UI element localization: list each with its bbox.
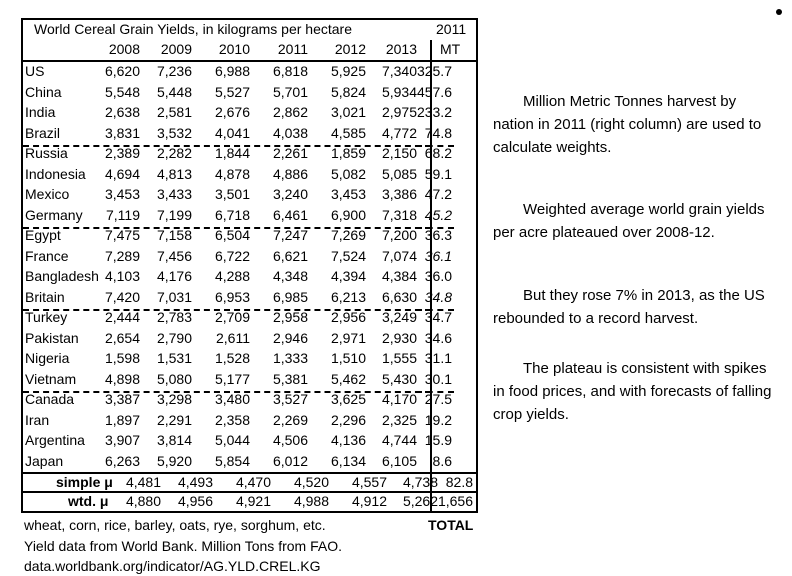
- yield-cell: 2,444: [104, 309, 140, 325]
- table-row: [21, 330, 478, 350]
- yield-cell: 1,510: [330, 350, 366, 366]
- year-header-1: 2009: [160, 41, 192, 57]
- yield-cell: 2,581: [156, 104, 192, 120]
- yield-cell: 5,430: [381, 370, 417, 387]
- mt-cell: 233.2: [416, 104, 452, 120]
- mt-cell: 30.1: [424, 370, 452, 387]
- note-grains: wheat, corn, rice, barley, oats, rye, sorghum, etc.: [24, 517, 326, 533]
- yield-cell: 6,953: [214, 288, 250, 305]
- yield-cell: 2,654: [104, 329, 140, 346]
- table-row: [21, 453, 478, 473]
- yield-cell: 3,480: [214, 391, 250, 407]
- mt-cell: 68.2: [424, 145, 452, 161]
- simple-mean-2012: 4,557: [351, 474, 387, 490]
- country-name: Iran: [25, 411, 50, 428]
- yield-cell: 6,621: [272, 247, 308, 264]
- yield-cell: 4,348: [272, 268, 308, 284]
- mt-cell: 8.6: [432, 452, 452, 469]
- paragraph-plateau: Weighted average world grain yields per acre plateaued over 2008-12.: [493, 201, 765, 241]
- yield-cell: 7,247: [272, 227, 308, 243]
- table-row: [21, 145, 478, 165]
- table-row: [21, 289, 478, 309]
- bullet-dot: [776, 9, 782, 15]
- table-row: [21, 412, 478, 432]
- mt-cell: 19.2: [424, 411, 452, 428]
- yield-cell: 3,433: [156, 186, 192, 202]
- simple-mean-2013: 4,738: [402, 474, 438, 490]
- yield-cell: 5,548: [104, 83, 140, 100]
- yield-cell: 7,318: [381, 206, 417, 223]
- yield-cell: 7,340: [381, 63, 417, 79]
- yield-cell: 6,722: [214, 247, 250, 264]
- yield-cell: 5,177: [214, 370, 250, 387]
- paragraph-food-prices: The plateau is consistent with spikes in food prices, and with forecasts of falling crop yields.: [493, 360, 772, 423]
- yield-cell: 2,389: [104, 145, 140, 161]
- header-rule: [21, 60, 478, 62]
- year-header-0: 2008: [108, 41, 140, 57]
- country-name: Germany: [25, 206, 83, 223]
- year-header-3: 2011: [277, 41, 308, 57]
- country-name: US: [25, 63, 45, 79]
- table-row: [21, 84, 478, 104]
- country-name: Egypt: [25, 227, 61, 243]
- table-row: [21, 186, 478, 206]
- yield-cell: 2,862: [272, 104, 308, 120]
- yield-cell: 1,528: [214, 350, 250, 366]
- country-name: Mexico: [25, 186, 70, 202]
- simple-mean-2011: 4,520: [293, 474, 329, 490]
- yield-cell: 3,386: [381, 186, 417, 202]
- yield-cell: 3,249: [381, 309, 417, 325]
- yield-cell: 5,934: [381, 83, 417, 100]
- mt-cell: 47.2: [424, 186, 452, 202]
- yield-cell: 5,080: [156, 370, 192, 387]
- yield-cell: 4,038: [272, 124, 308, 141]
- yield-cell: 5,448: [156, 83, 192, 100]
- table-row: [21, 125, 478, 145]
- yield-cell: 4,694: [104, 165, 140, 182]
- yield-cell: 7,475: [104, 227, 140, 243]
- country-name: Nigeria: [25, 350, 70, 366]
- country-name: France: [25, 247, 69, 264]
- table-row: [21, 207, 478, 227]
- yield-cell: 1,897: [104, 411, 140, 428]
- country-name: Japan: [25, 452, 64, 469]
- country-name: Canada: [25, 391, 75, 407]
- yield-cell: 2,946: [272, 329, 308, 346]
- yield-cell: 7,420: [104, 288, 140, 305]
- yield-cell: 7,289: [104, 247, 140, 264]
- yield-cell: 7,031: [156, 288, 192, 305]
- yield-cell: 5,854: [214, 452, 250, 469]
- country-name: Britain: [25, 288, 65, 305]
- table-row: [21, 63, 478, 83]
- yield-cell: 6,263: [104, 452, 140, 469]
- weighted-mean-label: wtd. μ: [68, 493, 109, 509]
- yield-cell: 2,325: [381, 411, 417, 428]
- yield-cell: 5,085: [381, 165, 417, 182]
- yield-cell: 4,288: [214, 268, 250, 284]
- yield-cell: 2,150: [381, 145, 417, 161]
- mt-cell: 31.1: [424, 350, 452, 366]
- yield-cell: 3,527: [272, 391, 308, 407]
- yield-cell: 3,532: [156, 124, 192, 141]
- yield-cell: 6,620: [104, 63, 140, 79]
- mt-cell: 34.6: [424, 329, 452, 346]
- yield-cell: 7,119: [106, 206, 140, 223]
- yield-cell: 4,772: [381, 124, 417, 141]
- yield-cell: 2,930: [381, 329, 417, 346]
- mt-cell: 325.7: [416, 63, 452, 79]
- yield-cell: 3,501: [214, 186, 250, 202]
- mt-cell: 45.2: [424, 206, 452, 223]
- yield-cell: 4,506: [272, 432, 308, 448]
- yield-cell: 5,044: [214, 432, 250, 448]
- yield-cell: 4,176: [156, 268, 192, 284]
- yield-cell: 7,269: [330, 227, 366, 243]
- yield-cell: 1,859: [330, 145, 366, 161]
- yield-cell: 6,988: [214, 63, 250, 79]
- yield-cell: 3,021: [330, 104, 366, 120]
- yield-cell: 1,598: [104, 350, 140, 366]
- yield-cell: 4,898: [104, 370, 140, 387]
- table-row: [21, 248, 478, 268]
- yield-cell: 1,844: [214, 145, 250, 161]
- yield-cell: 2,261: [272, 145, 308, 161]
- yield-cell: 7,524: [330, 247, 366, 264]
- yield-cell: 2,676: [214, 104, 250, 120]
- yield-cell: 2,296: [330, 411, 366, 428]
- yield-cell: 3,625: [330, 391, 366, 407]
- yield-cell: 3,453: [330, 186, 366, 202]
- yield-cell: 5,082: [330, 165, 366, 182]
- weighted-mean-2013: 5,262: [402, 493, 438, 509]
- yield-cell: 6,985: [272, 288, 308, 305]
- yield-cell: 1,531: [156, 350, 192, 366]
- yield-cell: 5,701: [272, 83, 308, 100]
- yield-cell: 1,333: [272, 350, 308, 366]
- mt-cell: 36.3: [424, 227, 452, 243]
- mt-cell: 15.9: [424, 432, 452, 448]
- yield-cell: 7,158: [156, 227, 192, 243]
- mt-year-header: 2011: [436, 21, 467, 37]
- yield-cell: 2,611: [216, 329, 250, 346]
- yield-cell: 4,041: [214, 124, 250, 141]
- yield-cell: 2,282: [156, 145, 192, 161]
- yield-cell: 4,886: [272, 165, 308, 182]
- weighted-mean-2012: 4,912: [351, 493, 387, 509]
- yield-cell: 3,240: [272, 186, 308, 202]
- note-url: data.worldbank.org/indicator/AG.YLD.CREL.KG: [24, 558, 321, 574]
- yield-cell: 4,394: [330, 268, 366, 284]
- yield-cell: 6,461: [272, 206, 308, 223]
- yield-cell: 2,971: [330, 329, 366, 346]
- country-name: Brazil: [25, 124, 61, 141]
- total-label: TOTAL: [428, 517, 474, 533]
- weighted-mean-2008: 4,880: [125, 493, 161, 509]
- yield-cell: 2,269: [272, 411, 308, 428]
- paragraph-weights: Million Metric Tonnes harvest by nation in 2011 (right column) are used to calculate weights.: [493, 93, 762, 156]
- yield-cell: 3,387: [104, 391, 140, 407]
- simple-mean-2009: 4,493: [177, 474, 213, 490]
- simple-mean-mt: 82.8: [445, 474, 473, 490]
- table-row: [21, 104, 478, 124]
- weighted-mean-2011: 4,988: [293, 493, 329, 509]
- table-row: [21, 309, 478, 329]
- mt-cell: 59.1: [424, 165, 452, 182]
- yield-cell: 5,381: [272, 370, 308, 387]
- country-name: Pakistan: [25, 329, 79, 346]
- mt-cell: 27.5: [424, 391, 452, 407]
- yield-cell: 2,790: [156, 329, 192, 346]
- weighted-mean-row: [21, 493, 478, 513]
- yield-cell: 2,638: [104, 104, 140, 120]
- mt-cell: 74.8: [424, 124, 452, 141]
- yield-cell: 3,298: [156, 391, 192, 407]
- mt-cell: 34.7: [424, 309, 452, 325]
- yield-cell: 1,555: [381, 350, 417, 366]
- yield-cell: 6,504: [214, 227, 250, 243]
- weighted-mean-2010: 4,921: [235, 493, 271, 509]
- year-header-2: 2010: [218, 41, 250, 57]
- simple-mean-label: simple μ: [56, 474, 113, 490]
- country-name: Bangladesh: [25, 268, 99, 284]
- yield-cell: 7,199: [156, 206, 192, 223]
- yield-cell: 5,925: [330, 63, 366, 79]
- paragraph-2013-rise: But they rose 7% in 2013, as the US rebounded to a record harvest.: [493, 287, 765, 327]
- yield-cell: 5,824: [330, 83, 366, 100]
- yield-cell: 5,462: [330, 370, 366, 387]
- yield-cell: 3,814: [156, 432, 192, 448]
- simple-mean-2008: 4,481: [125, 474, 161, 490]
- table-row: [21, 268, 478, 288]
- yield-cell: 4,103: [104, 268, 140, 284]
- table-row: [21, 166, 478, 186]
- mt-cell: 34.8: [424, 288, 452, 305]
- yield-cell: 6,900: [330, 206, 366, 223]
- yield-cell: 7,074: [381, 247, 417, 264]
- yield-cell: 6,105: [381, 452, 417, 469]
- table-row: [21, 371, 478, 391]
- yield-cell: 6,134: [330, 452, 366, 469]
- country-name: Indonesia: [25, 165, 86, 182]
- yield-cell: 7,200: [381, 227, 417, 243]
- mt-cell: 457.6: [416, 83, 452, 100]
- yield-cell: 3,907: [104, 432, 140, 448]
- weighted-mean-2009: 4,956: [177, 493, 213, 509]
- yield-cell: 2,956: [330, 309, 366, 325]
- country-name: China: [25, 83, 62, 100]
- table-row: [21, 391, 478, 411]
- country-name: India: [25, 104, 56, 120]
- yield-cell: 2,958: [272, 309, 308, 325]
- table-title: World Cereal Grain Yields, in kilograms per hectare: [34, 21, 352, 37]
- yield-cell: 6,213: [330, 288, 366, 305]
- yield-cell: 2,783: [156, 309, 192, 325]
- country-name: Turkey: [25, 309, 68, 325]
- yield-cell: 4,744: [381, 432, 417, 448]
- yield-cell: 6,718: [214, 206, 250, 223]
- table-row: [21, 350, 478, 370]
- yield-cell: 4,878: [214, 165, 250, 182]
- yield-cell: 3,831: [104, 124, 140, 141]
- year-header-5: 2013: [385, 41, 417, 57]
- simple-mean-2010: 4,470: [235, 474, 271, 490]
- yield-cell: 7,236: [156, 63, 192, 79]
- yield-cell: 6,012: [272, 452, 308, 469]
- yield-cell: 6,630: [381, 288, 417, 305]
- mt-cell: 36.1: [424, 247, 452, 264]
- country-name: Russia: [25, 145, 68, 161]
- table-row: [21, 432, 478, 452]
- yield-cell: 4,585: [330, 124, 366, 141]
- note-sources: Yield data from World Bank. Million Tons from FAO.: [24, 538, 342, 554]
- table-row: [21, 227, 478, 247]
- yield-cell: 4,384: [381, 268, 417, 284]
- yield-cell: 3,453: [104, 186, 140, 202]
- mt-cell: 36.0: [424, 268, 452, 284]
- yield-cell: 2,358: [214, 411, 250, 428]
- yield-cell: 4,170: [381, 391, 417, 407]
- country-name: Vietnam: [25, 370, 77, 387]
- mt-unit-header: MT: [440, 41, 461, 57]
- yield-cell: 4,136: [330, 432, 366, 448]
- yield-cell: 2,291: [156, 411, 192, 428]
- yield-cell: 5,920: [156, 452, 192, 469]
- yield-cell: 6,818: [272, 63, 308, 79]
- weighted-mean-mt: 1,656: [437, 493, 473, 509]
- yield-cell: 4,813: [156, 165, 192, 182]
- yield-cell: 7,456: [156, 247, 192, 264]
- yield-cell: 2,709: [214, 309, 250, 325]
- yield-cell: 2,975: [381, 104, 417, 120]
- yield-cell: 5,527: [214, 83, 250, 100]
- year-header-4: 2012: [334, 41, 366, 57]
- country-name: Argentina: [25, 432, 85, 448]
- simple-mean-row: [21, 474, 478, 494]
